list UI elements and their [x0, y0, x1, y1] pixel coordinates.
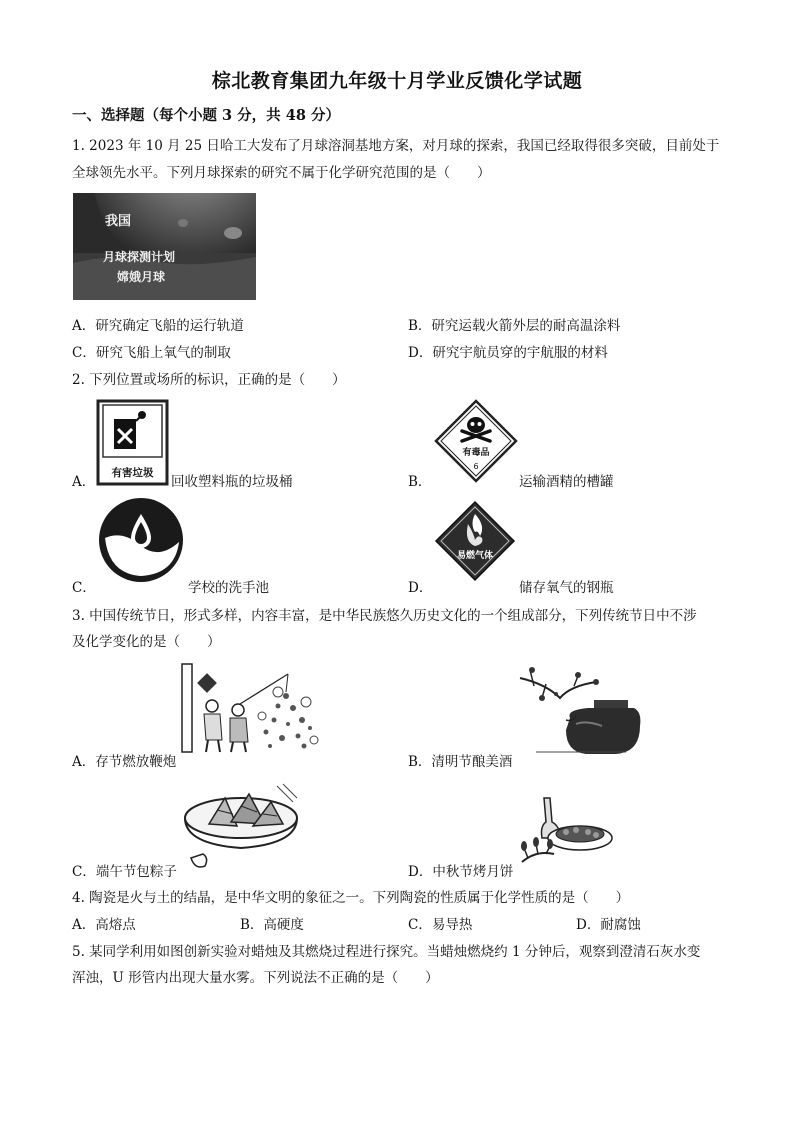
q3-option-d[interactable]: D．中秋节烤月饼	[408, 864, 514, 880]
q1-option-b[interactable]: B．研究运载火箭外层的耐高温涂料	[408, 318, 621, 334]
q2-a-sign-text: 有害垃圾	[111, 467, 154, 479]
q2-option-b-text[interactable]: 运输酒精的槽罐	[519, 474, 614, 490]
q2-option-b-letter[interactable]: B．	[408, 474, 432, 490]
q3-firecracker-illustration	[178, 662, 321, 756]
q2-option-d-letter[interactable]: D．	[408, 580, 433, 596]
q1-option-a[interactable]: A．研究确定飞船的运行轨道	[72, 318, 244, 334]
q2-b-sign-text: 有毒品	[462, 448, 490, 458]
q2-b-sign-number: 6	[473, 462, 479, 471]
q1-option-d[interactable]: D．研究宇航员穿的宇航服的材料	[408, 345, 608, 361]
q3-mooncake-illustration	[516, 792, 626, 870]
q2-option-a-text[interactable]: 回收塑料瓶的垃圾桶	[171, 474, 293, 490]
q3-zongzi-illustration	[181, 780, 301, 876]
q1-option-c[interactable]: C．研究飞船上氧气的制取	[72, 345, 231, 361]
q3-stem-line1: 3. 中国传统节日，形式多样，内容丰富，是中华民族悠久历史文化的一个组成部分，下列传统节日中不涉	[72, 608, 697, 624]
section-heading: 一、选择题（每个小题 3 分，共 48 分）	[72, 107, 340, 124]
q1-image-text-1: 我国	[105, 214, 132, 229]
q1-stem-line1: 1. 2023 年 10 月 25 日哈工大发布了月球溶洞基地方案，对月球的探索，我国已经取得很多突破，目前处于	[72, 138, 720, 154]
q2-option-c-text[interactable]: 学校的洗手池	[188, 580, 269, 596]
page-title: 棕北教育集团九年级十月学业反馈化学试题	[211, 70, 583, 92]
q1-moon-image	[73, 193, 256, 300]
q3-option-c[interactable]: C．端午节包粽子	[72, 864, 177, 880]
q2-option-a-letter[interactable]: A．	[72, 474, 96, 490]
q4-option-d[interactable]: D．耐腐蚀	[576, 917, 641, 933]
q2-option-d-text[interactable]: 储存氧气的钢瓶	[519, 580, 614, 596]
q1-image-text-3: 嫦娥月球	[117, 270, 166, 284]
q4-option-c[interactable]: C．易导热	[408, 917, 473, 933]
q4-stem: 4. 陶瓷是火与土的结晶，是中华文明的象征之一。下列陶瓷的性质属于化学性质的是（ ）	[72, 890, 630, 906]
q2-hazardous-waste-sign	[96, 399, 169, 486]
q3-option-a[interactable]: A．存节燃放鞭炮	[72, 754, 177, 770]
q1-stem-line2: 全球领先水平。下列月球探索的研究不属于化学研究范围的是（ ）	[72, 165, 491, 181]
q2-flammable-gas-sign	[434, 500, 516, 582]
q2-stem: 2. 下列位置或场所的标识，正确的是（ ）	[72, 372, 346, 388]
q3-option-b[interactable]: B．清明节酿美酒	[408, 754, 513, 770]
q5-stem-line2: 浑浊，U 形管内出现大量水雾。下列说法不正确的是（ ）	[72, 970, 439, 986]
q3-wine-jar-illustration	[516, 664, 642, 758]
q2-d-sign-text: 易燃气体	[456, 551, 494, 561]
q2-water-saving-sign	[97, 496, 185, 584]
q2-option-c-letter[interactable]: C．	[72, 580, 96, 596]
q5-stem-line1: 5. 某同学利用如图创新实验对蜡烛及其燃烧过程进行探究。当蜡烛燃烧约 1 分钟后，观察到澄清石灰水变	[72, 944, 701, 960]
q3-stem-line2: 及化学变化的是（ ）	[72, 634, 221, 650]
q4-option-b[interactable]: B．高硬度	[240, 917, 304, 933]
q2-toxic-sign	[434, 399, 518, 483]
q1-image-text-2: 月球探测计划	[103, 250, 176, 264]
q4-option-a[interactable]: A．高熔点	[72, 917, 136, 933]
